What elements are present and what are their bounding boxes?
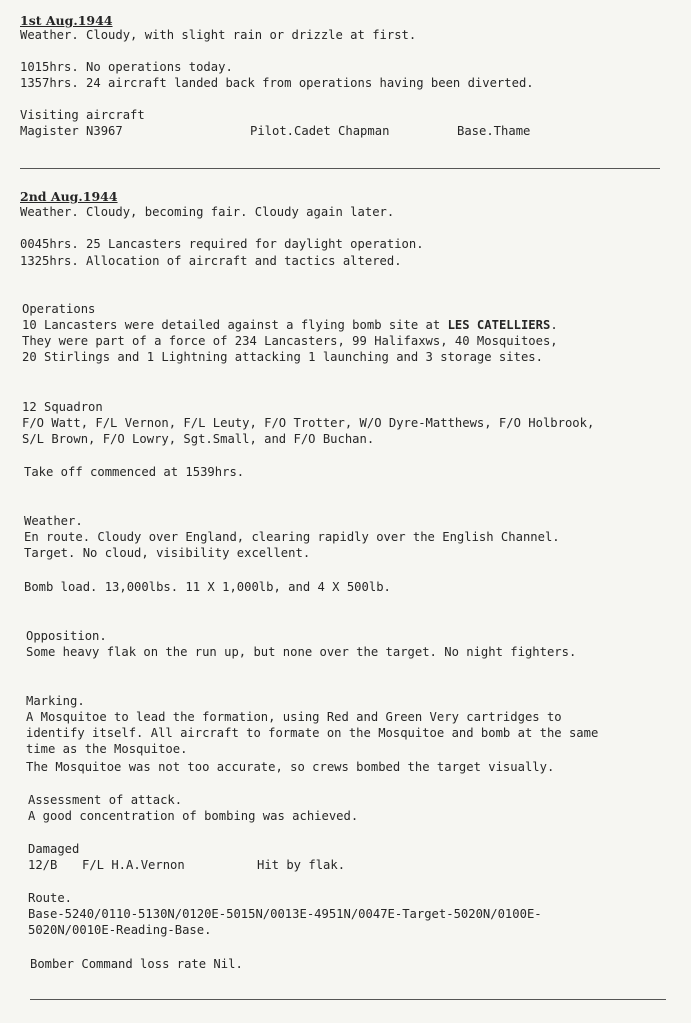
assessment-label: Assessment of attack. <box>28 793 183 807</box>
section-divider <box>20 168 660 169</box>
visiting-pilot: Pilot.Cadet Chapman <box>250 124 390 138</box>
day1-log-1015: 1015hrs. No operations today. <box>20 60 233 74</box>
visiting-aircraft: Magister N3967 <box>20 124 123 138</box>
marking-line-2: identify itself. All aircraft to formate on the Mosquitoe and bomb at the same <box>26 726 599 740</box>
route-line-2: 5020N/0010E-Reading-Base. <box>28 923 212 937</box>
crew-line-1: F/O Watt, F/L Vernon, F/L Leuty, F/O Trotter, W/O Dyre-Matthews, F/O Holbrook, <box>22 416 595 430</box>
day2-heading: 2nd Aug.1944 <box>20 189 118 204</box>
day2-log-0045: 0045hrs. 25 Lancasters required for daylight operation. <box>20 237 424 251</box>
day2-weather: Weather. Cloudy, becoming fair. Cloudy again later. <box>20 205 395 219</box>
day1-weather: Weather. Cloudy, with slight rain or drizzle at first. <box>20 28 417 42</box>
day1-log-1357: 1357hrs. 24 aircraft landed back from operations having been diverted. <box>20 76 534 90</box>
route-label: Route. <box>28 891 73 905</box>
crew-line-2: S/L Brown, F/O Lowry, Sgt.Small, and F/O Buchan. <box>22 432 375 446</box>
marking-line-4: The Mosquitoe was not too accurate, so crews bombed the target visually. <box>26 760 555 774</box>
visiting-base: Base.Thame <box>457 124 531 138</box>
assessment-text: A good concentration of bombing was achieved. <box>28 809 359 823</box>
day1-heading: 1st Aug.1944 <box>20 13 113 28</box>
target-name: LES CATELLIERS <box>447 318 551 332</box>
squadron-label: 12 Squadron <box>22 400 103 414</box>
weather-target: Target. No cloud, visibility excellent. <box>24 546 311 560</box>
bottom-divider <box>30 999 666 1000</box>
damaged-aircraft: 12/B <box>28 858 58 872</box>
loss-rate: Bomber Command loss rate Nil. <box>30 957 243 971</box>
weather-en-route: En route. Cloudy over England, clearing rapidly over the English Channel. <box>24 530 560 544</box>
operations-label: Operations <box>22 302 96 316</box>
operations-line-3: 20 Stirlings and 1 Lightning attacking 1 launching and 3 storage sites. <box>22 350 543 364</box>
operations-line-1 <box>22 318 558 333</box>
marking-line-1: A Mosquitoe to lead the formation, using Red and Green Very cartridges to <box>26 710 562 724</box>
damaged-label: Damaged <box>28 842 80 856</box>
damaged-pilot: F/L H.A.Vernon <box>82 858 185 872</box>
damaged-cause: Hit by flak. <box>257 858 346 872</box>
weather-label: Weather. <box>24 514 83 528</box>
opposition-text: Some heavy flak on the run up, but none over the target. No night fighters. <box>26 645 577 659</box>
marking-line-3: time as the Mosquitoe. <box>26 742 188 756</box>
visiting-aircraft-label: Visiting aircraft <box>20 108 145 122</box>
operations-line-1-text: 10 Lancasters were detailed against a flying bomb site at <box>22 318 448 332</box>
operations-line-1-end: . <box>550 318 558 332</box>
route-line-1: Base-5240/0110-5130N/0120E-5015N/0013E-4951N/0047E-Target-5020N/0100E- <box>28 907 542 921</box>
operations-line-2: They were part of a force of 234 Lancasters, 99 Halifaxws, 40 Mosquitoes, <box>22 334 558 348</box>
bomb-load: Bomb load. 13,000lbs. 11 X 1,000lb, and 4 X 500lb. <box>24 580 391 594</box>
takeoff-time: Take off commenced at 1539hrs. <box>24 465 245 479</box>
opposition-label: Opposition. <box>26 629 107 643</box>
day2-log-1325: 1325hrs. Allocation of aircraft and tactics altered. <box>20 254 402 268</box>
marking-label: Marking. <box>26 694 85 708</box>
